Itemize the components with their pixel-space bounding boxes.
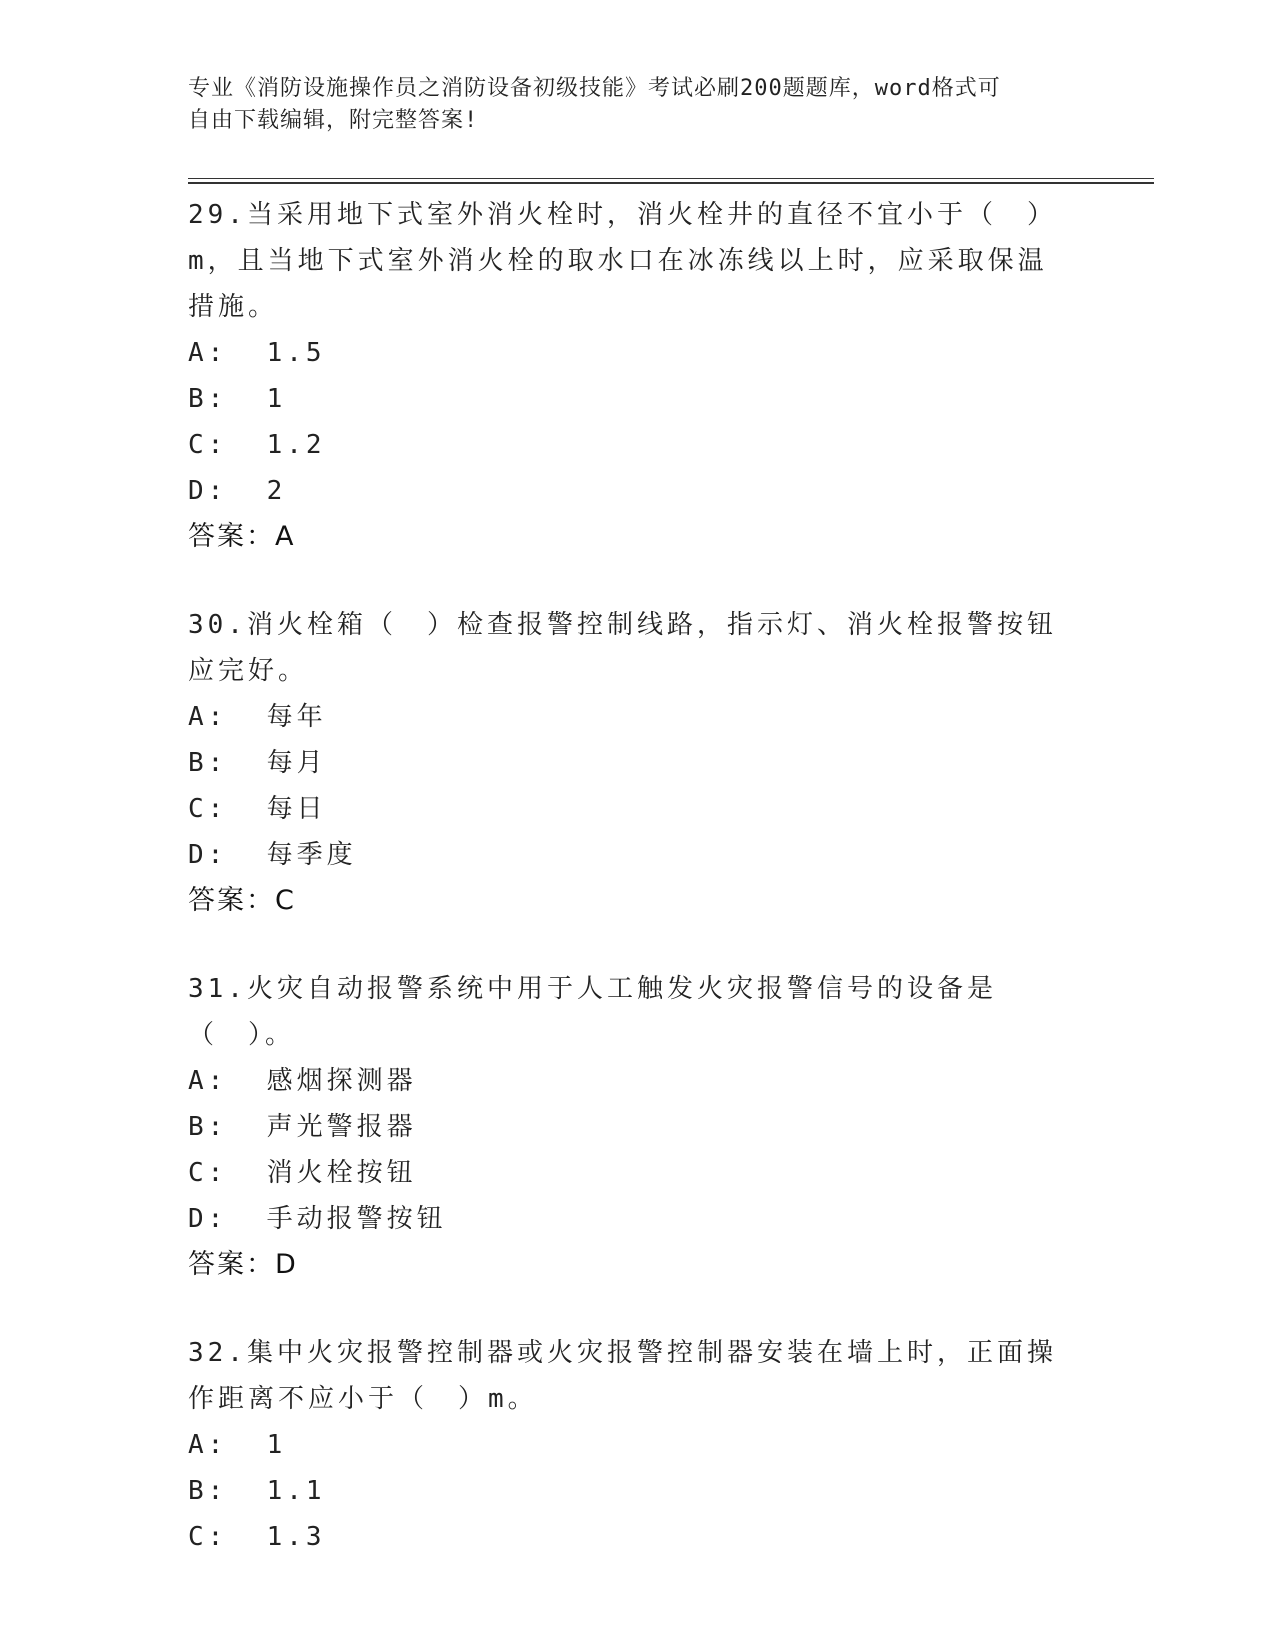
question-stem: 30.消火栓箱（ ）检查报警控制线路，指示灯、消火栓报警按钮应完好。 xyxy=(188,610,1057,686)
question-31 xyxy=(188,966,1068,1288)
question-30 xyxy=(188,602,1068,924)
option-d: D: 2 xyxy=(188,476,287,506)
option-b: B: 每月 xyxy=(188,748,327,778)
question-stem: 32.集中火灾报警控制器或火灾报警控制器安装在墙上时，正面操作距离不应小于（ ）m。 xyxy=(188,1338,1057,1414)
option-d: D: 每季度 xyxy=(188,840,357,870)
option-c: C: 每日 xyxy=(188,794,327,824)
answer-label: 答案：C xyxy=(188,885,296,916)
question-list xyxy=(188,192,1068,1602)
question-stem: 29.当采用地下式室外消火栓时，消火栓井的直径不宜小于（ ）m，且当地下式室外消火栓的取水口在冰冻线以上时，应采取保温措施。 xyxy=(188,200,1057,322)
question-32 xyxy=(188,1330,1068,1560)
option-a: A: 1 xyxy=(188,1430,287,1460)
option-a: A: 1.5 xyxy=(188,338,326,368)
header-line-1: 专业《消防设施操作员之消防设备初级技能》考试必刷200题题库，word格式可 xyxy=(188,76,1001,101)
option-a: A: 感烟探测器 xyxy=(188,1066,417,1096)
question-29 xyxy=(188,192,1068,560)
answer-label: 答案：A xyxy=(188,521,296,552)
option-b: B: 1.1 xyxy=(188,1476,326,1506)
header-line-2: 自由下载编辑，附完整答案! xyxy=(188,108,479,133)
option-c: C: 1.2 xyxy=(188,430,326,460)
document-header xyxy=(188,73,1068,137)
option-c: C: 1.3 xyxy=(188,1522,326,1552)
header-divider-thick xyxy=(188,182,1154,184)
option-d: D: 手动报警按钮 xyxy=(188,1204,447,1234)
option-b: B: 1 xyxy=(188,384,287,414)
header-divider-thin xyxy=(188,178,1154,179)
question-stem: 31.火灾自动报警系统中用于人工触发火灾报警信号的设备是（ ）。 xyxy=(188,974,997,1050)
option-c: C: 消火栓按钮 xyxy=(188,1158,417,1188)
answer-label: 答案：D xyxy=(188,1249,298,1280)
option-b: B: 声光警报器 xyxy=(188,1112,417,1142)
option-a: A: 每年 xyxy=(188,702,327,732)
